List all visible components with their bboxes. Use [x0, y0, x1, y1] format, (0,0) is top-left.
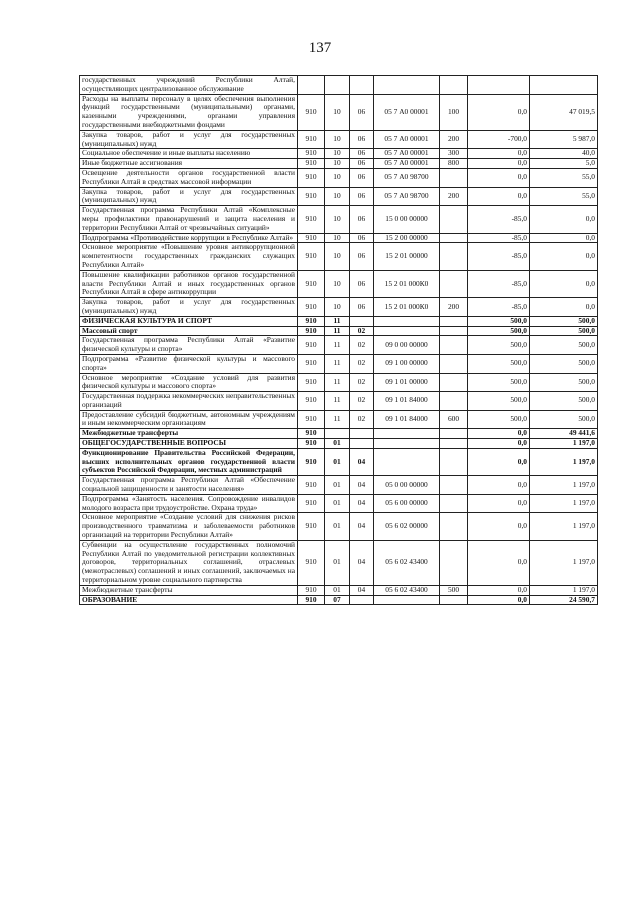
row-ministry-code: 910 [298, 94, 325, 130]
row-section-code: 11 [325, 410, 350, 429]
row-section-code: 10 [325, 270, 350, 297]
row-total-amount: 500,0 [530, 392, 598, 411]
row-description: Функционирование Правительства Российской Федерации, высших исполнительных органов государственной власти субъектов Российской Федерации, местных администраций [80, 448, 298, 475]
row-section-code: 01 [325, 476, 350, 495]
row-target-article: 09 1 01 84000 [374, 410, 440, 429]
row-ministry-code: 910 [298, 540, 325, 585]
row-section-code: 10 [325, 168, 350, 187]
table-row [80, 476, 598, 495]
row-target-article: 05 7 А0 00001 [374, 94, 440, 130]
row-subsection-code: 06 [350, 243, 374, 270]
row-description: Государственная программа Республики Алтай «Развитие физической культуры и спорта» [80, 336, 298, 355]
row-expense-type [440, 243, 468, 270]
row-total-amount: 500,0 [530, 354, 598, 373]
row-target-article: 05 7 А0 00001 [374, 149, 440, 159]
row-subsection-code: 02 [350, 373, 374, 392]
row-change-amount: 0,0 [468, 513, 530, 540]
row-expense-type [440, 476, 468, 495]
row-description: Государственная программа Республики Алтай «Обеспечение социальной защищенности и занятости населения» [80, 476, 298, 495]
row-target-article: 05 6 00 00000 [374, 494, 440, 513]
row-description: Государственная программа Республики Алтай «Комплексные меры профилактики правонарушений и защита населения и территории Республики Алтай от чрезвычайных ситуаций» [80, 206, 298, 233]
row-target-article: 15 2 01 000К0 [374, 270, 440, 297]
row-description: государственных учреждений Республики Алтай, осуществляющих централизованное обслуживание [80, 76, 298, 95]
table-row [80, 233, 598, 243]
row-description: ФИЗИЧЕСКАЯ КУЛЬТУРА И СПОРТ [80, 316, 298, 326]
row-expense-type [440, 439, 468, 449]
table-body [80, 76, 598, 605]
row-total-amount: 5,0 [530, 159, 598, 169]
row-ministry-code: 910 [298, 159, 325, 169]
row-description: ОБЩЕГОСУДАРСТВЕННЫЕ ВОПРОСЫ [80, 439, 298, 449]
row-change-amount: -85,0 [468, 270, 530, 297]
row-expense-type [440, 354, 468, 373]
row-ministry-code: 910 [298, 316, 325, 326]
row-ministry-code: 910 [298, 233, 325, 243]
row-ministry-code: 910 [298, 149, 325, 159]
row-total-amount: 500,0 [530, 326, 598, 336]
row-section-code: 11 [325, 354, 350, 373]
row-section-code [325, 429, 350, 439]
table-row [80, 540, 598, 585]
row-change-amount: 0,0 [468, 476, 530, 495]
row-target-article: 05 7 А0 00001 [374, 130, 440, 149]
row-expense-type [440, 336, 468, 355]
row-section-code: 11 [325, 392, 350, 411]
row-ministry-code: 910 [298, 270, 325, 297]
row-section-code [325, 76, 350, 95]
row-target-article [374, 595, 440, 605]
table-row [80, 326, 598, 336]
row-ministry-code: 910 [298, 476, 325, 495]
row-description: Подпрограмма «Занятость населения. Сопровождение инвалидов молодого возраста при трудоустройстве. Охрана труда» [80, 494, 298, 513]
row-section-code: 10 [325, 130, 350, 149]
row-subsection-code: 06 [350, 233, 374, 243]
row-total-amount: 55,0 [530, 168, 598, 187]
row-target-article [374, 439, 440, 449]
row-total-amount: 5 987,0 [530, 130, 598, 149]
row-description: Межбюджетные трансферты [80, 585, 298, 595]
row-target-article: 05 6 02 43400 [374, 585, 440, 595]
row-ministry-code: 910 [298, 243, 325, 270]
row-change-amount: 0,0 [468, 595, 530, 605]
row-ministry-code: 910 [298, 429, 325, 439]
row-total-amount [530, 76, 598, 95]
row-subsection-code [350, 76, 374, 95]
row-change-amount: 0,0 [468, 540, 530, 585]
row-description: Закупка товаров, работ и услуг для государственных (муниципальных) нужд [80, 187, 298, 206]
page-number: 137 [308, 40, 332, 56]
row-subsection-code: 04 [350, 476, 374, 495]
table-row [80, 336, 598, 355]
row-target-article: 05 6 02 43400 [374, 540, 440, 585]
row-subsection-code: 04 [350, 513, 374, 540]
row-section-code: 10 [325, 94, 350, 130]
row-section-code: 10 [325, 159, 350, 169]
row-expense-type: 800 [440, 159, 468, 169]
table-row [80, 149, 598, 159]
row-subsection-code: 06 [350, 159, 374, 169]
row-expense-type: 500 [440, 585, 468, 595]
row-total-amount: 1 197,0 [530, 585, 598, 595]
table-row [80, 270, 598, 297]
row-total-amount: 1 197,0 [530, 476, 598, 495]
row-ministry-code: 910 [298, 326, 325, 336]
row-description: Освещение деятельности органов государственной власти Республики Алтай в средствах массовой информации [80, 168, 298, 187]
row-subsection-code: 06 [350, 130, 374, 149]
table-row [80, 130, 598, 149]
row-description: Закупка товаров, работ и услуг для государственных (муниципальных) нужд [80, 298, 298, 317]
row-section-code: 10 [325, 233, 350, 243]
row-change-amount: 0,0 [468, 94, 530, 130]
row-expense-type [440, 76, 468, 95]
row-change-amount: 500,0 [468, 354, 530, 373]
row-section-code: 01 [325, 513, 350, 540]
row-subsection-code [350, 439, 374, 449]
row-total-amount: 0,0 [530, 243, 598, 270]
row-subsection-code [350, 316, 374, 326]
row-section-code: 11 [325, 326, 350, 336]
row-ministry-code: 910 [298, 130, 325, 149]
table-row [80, 76, 598, 95]
row-subsection-code: 04 [350, 540, 374, 585]
row-expense-type [440, 540, 468, 585]
table-row [80, 94, 598, 130]
row-subsection-code [350, 429, 374, 439]
table-row [80, 494, 598, 513]
row-description: Основное мероприятие «Создание условий для снижения рисков производственного травматизма и заболеваемости работников организаций на территории Республики Алтай» [80, 513, 298, 540]
row-total-amount: 500,0 [530, 316, 598, 326]
row-change-amount: 500,0 [468, 336, 530, 355]
row-expense-type [440, 316, 468, 326]
row-total-amount: 24 590,7 [530, 595, 598, 605]
row-section-code: 11 [325, 316, 350, 326]
row-change-amount: -85,0 [468, 233, 530, 243]
row-ministry-code: 910 [298, 336, 325, 355]
row-change-amount: 0,0 [468, 494, 530, 513]
row-target-article [374, 326, 440, 336]
row-change-amount: 0,0 [468, 187, 530, 206]
row-change-amount: 0,0 [468, 159, 530, 169]
row-subsection-code: 06 [350, 94, 374, 130]
row-description: Предоставление субсидий бюджетным, автономным учреждениям и иным некоммерческим организациям [80, 410, 298, 429]
row-ministry-code: 910 [298, 410, 325, 429]
row-expense-type [440, 392, 468, 411]
row-expense-type [440, 326, 468, 336]
row-expense-type [440, 233, 468, 243]
row-expense-type [440, 494, 468, 513]
row-ministry-code: 910 [298, 298, 325, 317]
row-ministry-code: 910 [298, 513, 325, 540]
row-section-code: 01 [325, 494, 350, 513]
row-change-amount: 0,0 [468, 429, 530, 439]
row-section-code: 10 [325, 206, 350, 233]
row-ministry-code: 910 [298, 373, 325, 392]
row-description: Государственная поддержка некоммерческих неправительственных организаций [80, 392, 298, 411]
row-subsection-code: 02 [350, 392, 374, 411]
table-row [80, 513, 598, 540]
row-subsection-code: 06 [350, 149, 374, 159]
budget-table [79, 75, 598, 605]
row-target-article: 05 7 А0 98700 [374, 168, 440, 187]
row-ministry-code: 910 [298, 439, 325, 449]
row-ministry-code: 910 [298, 392, 325, 411]
row-target-article [374, 316, 440, 326]
row-target-article: 09 1 00 00000 [374, 354, 440, 373]
row-expense-type [440, 595, 468, 605]
row-section-code: 01 [325, 585, 350, 595]
row-section-code: 10 [325, 243, 350, 270]
row-total-amount: 1 197,0 [530, 448, 598, 475]
row-description: ОБРАЗОВАНИЕ [80, 595, 298, 605]
row-section-code: 01 [325, 439, 350, 449]
row-change-amount: -85,0 [468, 243, 530, 270]
row-total-amount: 0,0 [530, 206, 598, 233]
row-subsection-code: 04 [350, 494, 374, 513]
row-total-amount: 1 197,0 [530, 494, 598, 513]
table-row [80, 448, 598, 475]
row-description: Подпрограмма «Противодействие коррупции в Республике Алтай» [80, 233, 298, 243]
row-change-amount: 500,0 [468, 392, 530, 411]
row-total-amount: 500,0 [530, 336, 598, 355]
row-change-amount: 500,0 [468, 410, 530, 429]
table-row [80, 243, 598, 270]
row-target-article: 15 2 01 000К0 [374, 298, 440, 317]
row-change-amount: 500,0 [468, 316, 530, 326]
row-total-amount: 0,0 [530, 270, 598, 297]
row-total-amount: 0,0 [530, 233, 598, 243]
table-row [80, 298, 598, 317]
row-target-article: 15 2 01 00000 [374, 243, 440, 270]
row-total-amount: 55,0 [530, 187, 598, 206]
row-expense-type: 600 [440, 410, 468, 429]
row-subsection-code: 06 [350, 298, 374, 317]
row-expense-type [440, 206, 468, 233]
row-ministry-code: 910 [298, 206, 325, 233]
row-target-article: 09 0 00 00000 [374, 336, 440, 355]
table-row [80, 429, 598, 439]
row-description: Основное мероприятие «Повышение уровня антикоррупционной компетентности государственных гражданских служащих Республики Алтай» [80, 243, 298, 270]
row-total-amount: 0,0 [530, 298, 598, 317]
row-target-article: 09 1 01 00000 [374, 373, 440, 392]
row-ministry-code: 910 [298, 494, 325, 513]
row-expense-type: 200 [440, 187, 468, 206]
row-target-article: 05 7 А0 98700 [374, 187, 440, 206]
row-subsection-code: 04 [350, 585, 374, 595]
table-row [80, 354, 598, 373]
row-change-amount: -85,0 [468, 206, 530, 233]
table-row [80, 159, 598, 169]
row-ministry-code: 910 [298, 595, 325, 605]
row-change-amount: 0,0 [468, 439, 530, 449]
row-target-article: 15 0 00 00000 [374, 206, 440, 233]
row-expense-type [440, 168, 468, 187]
row-subsection-code: 06 [350, 270, 374, 297]
row-subsection-code: 02 [350, 336, 374, 355]
table-row [80, 168, 598, 187]
table-row [80, 206, 598, 233]
row-change-amount: -700,0 [468, 130, 530, 149]
row-total-amount: 49 441,6 [530, 429, 598, 439]
row-subsection-code: 06 [350, 206, 374, 233]
row-description: Закупка товаров, работ и услуг для государственных (муниципальных) нужд [80, 130, 298, 149]
row-subsection-code: 04 [350, 448, 374, 475]
row-ministry-code: 910 [298, 448, 325, 475]
row-description: Расходы на выплаты персоналу в целях обеспечения выполнения функций государственными (муниципальными) органами, казенными учреждениями, органами управления государственными внебюджетными фондами [80, 94, 298, 130]
row-ministry-code [298, 76, 325, 95]
row-subsection-code: 02 [350, 326, 374, 336]
row-subsection-code: 06 [350, 187, 374, 206]
table-row [80, 410, 598, 429]
table-row [80, 373, 598, 392]
row-subsection-code: 02 [350, 354, 374, 373]
row-expense-type [440, 513, 468, 540]
row-change-amount: 500,0 [468, 373, 530, 392]
row-change-amount: 0,0 [468, 585, 530, 595]
row-change-amount: 0,0 [468, 168, 530, 187]
row-target-article [374, 429, 440, 439]
row-total-amount: 1 197,0 [530, 513, 598, 540]
row-subsection-code: 06 [350, 168, 374, 187]
row-target-article: 05 6 02 00000 [374, 513, 440, 540]
row-change-amount: 0,0 [468, 149, 530, 159]
row-section-code: 10 [325, 187, 350, 206]
row-total-amount: 40,0 [530, 149, 598, 159]
row-expense-type [440, 448, 468, 475]
table-row [80, 392, 598, 411]
row-description: Повышение квалификации работников органов государственной власти Республики Алтай и иных государственных органов Республики Алтай в сфере антикоррупции [80, 270, 298, 297]
row-total-amount: 47 019,5 [530, 94, 598, 130]
row-target-article [374, 76, 440, 95]
row-expense-type: 200 [440, 130, 468, 149]
row-description: Межбюджетные трансферты [80, 429, 298, 439]
row-change-amount: 500,0 [468, 326, 530, 336]
row-description: Массовый спорт [80, 326, 298, 336]
row-target-article: 05 0 00 00000 [374, 476, 440, 495]
table-row [80, 585, 598, 595]
row-ministry-code: 910 [298, 585, 325, 595]
row-change-amount: 0,0 [468, 448, 530, 475]
row-expense-type [440, 270, 468, 297]
row-expense-type [440, 373, 468, 392]
row-target-article: 05 7 А0 00001 [374, 159, 440, 169]
row-section-code: 11 [325, 373, 350, 392]
row-section-code: 10 [325, 149, 350, 159]
row-section-code: 10 [325, 298, 350, 317]
row-total-amount: 500,0 [530, 410, 598, 429]
row-subsection-code [350, 595, 374, 605]
table-row [80, 439, 598, 449]
row-subsection-code: 02 [350, 410, 374, 429]
row-target-article [374, 448, 440, 475]
row-description: Социальное обеспечение и иные выплаты населению [80, 149, 298, 159]
row-change-amount [468, 76, 530, 95]
row-section-code: 11 [325, 336, 350, 355]
row-target-article: 15 2 00 00000 [374, 233, 440, 243]
row-ministry-code: 910 [298, 354, 325, 373]
row-change-amount: -85,0 [468, 298, 530, 317]
row-expense-type: 200 [440, 298, 468, 317]
row-section-code: 01 [325, 540, 350, 585]
row-description: Основное мероприятие «Создание условий для развития физической культуры и массового спорта» [80, 373, 298, 392]
table-row [80, 316, 598, 326]
row-total-amount: 500,0 [530, 373, 598, 392]
row-ministry-code: 910 [298, 187, 325, 206]
row-expense-type [440, 429, 468, 439]
table-row [80, 187, 598, 206]
row-description: Подпрограмма «Развитие физической культуры и массового спорта» [80, 354, 298, 373]
row-total-amount: 1 197,0 [530, 540, 598, 585]
row-section-code: 07 [325, 595, 350, 605]
row-expense-type: 300 [440, 149, 468, 159]
row-description: Иные бюджетные ассигнования [80, 159, 298, 169]
row-description: Субвенции на осуществление государственных полномочий Республики Алтай по уведомительной регистрации коллективных договоров, территориальных соглашений, отраслевых (межотраслевых) соглашений и иных соглашений, заключаемых на территориальном уровне социального партнерства [80, 540, 298, 585]
row-section-code: 01 [325, 448, 350, 475]
row-expense-type: 100 [440, 94, 468, 130]
row-ministry-code: 910 [298, 168, 325, 187]
row-total-amount: 1 197,0 [530, 439, 598, 449]
row-target-article: 09 1 01 84000 [374, 392, 440, 411]
table-row [80, 595, 598, 605]
